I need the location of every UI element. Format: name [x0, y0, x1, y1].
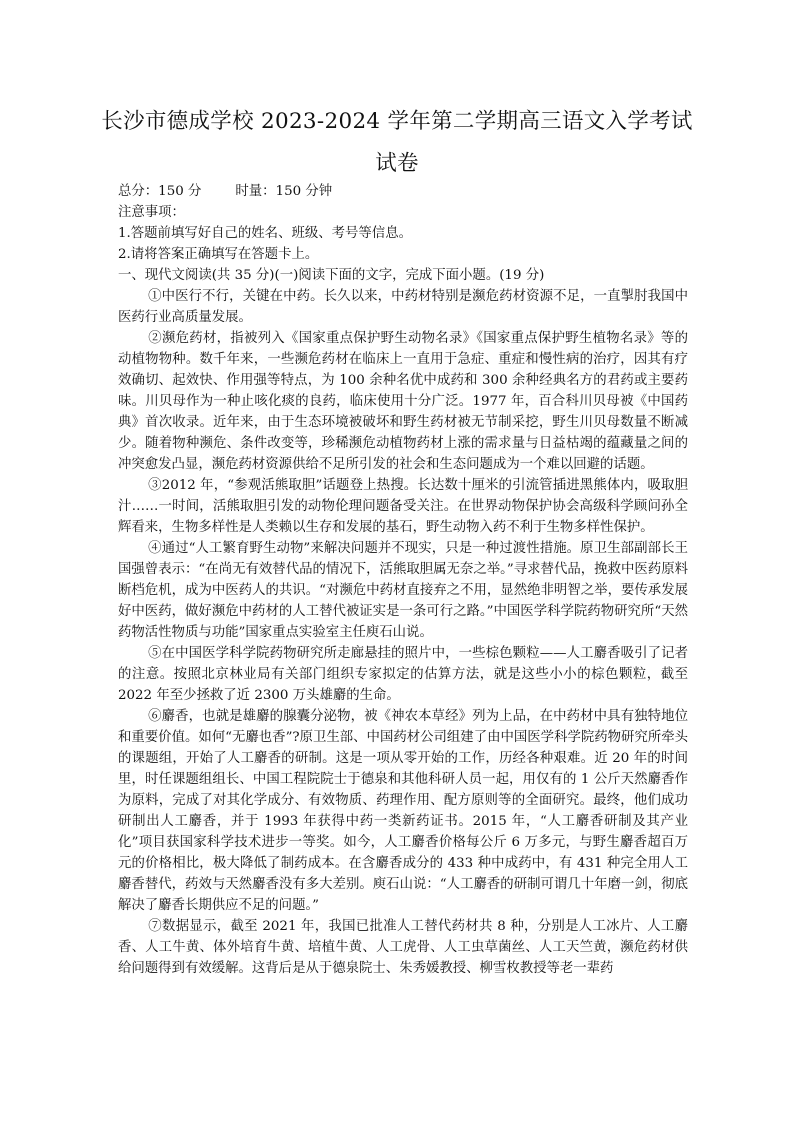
paragraph-5	[118, 643, 688, 706]
paragraph-6	[118, 706, 688, 916]
paragraph-text: ③2012 年，“参观活熊取胆”话题登上热搜。长达数十厘米的引流管插进黑熊体内，吸取胆汁……一时间，活熊取胆引发的动物伦理问题备受关注。在世界动物保护协会高级科学顾问孙全辉看来，生物多样性是人类赖以生存和发展的基石，野生动物入药不利于生物多样性保护。	[118, 478, 688, 535]
paragraph-4	[118, 538, 688, 643]
note-item: 2.请将答案正确填写在答题卡上。	[118, 247, 319, 262]
paragraph-text: ⑤在中国医学科学院药物研究所走廊悬挂的照片中，一些棕色颗粒——人工麝香吸引了记者的注意。按照北京林业局有关部门组织专家拟定的估算方法，就是这些小小的棕色颗粒，截至 2022 年至少拯救了近 2300 万头雄麝的生命。	[118, 646, 688, 703]
paragraph-text: ①中医行不行，关键在中药。长久以来，中药材特别是濒危药材资源不足，一直掣肘我国中医药行业高质量发展。	[118, 289, 688, 325]
paragraph-text: ⑥麝香，也就是雄麝的腺囊分泌物，被《神农本草经》列为上品，在中药材中具有独特地位和重要价值。如何“无麝也香”?原卫生部、中国药材公司组建了由中国医学科学院药物研究所牵头的课题组，开始了人工麝香的研制。这是一项从零开始的工作，历经各种艰难。近 20 年的时间里，时任课题组组长、中国工程院院士于德泉和其他科研人员一起，用仅有的 1 公斤天然麝香作为原料，完成了对其化学成分、有效物质、药理作用、配方原则等的全面研究。最终，他们成功研制出人工麝香，并于 1993 年获得中药一类新药证书。2015 年，“人工麝香研制及其产业化”项目获国家科学技术进步一等奖。如今，人工麝香价格每公斤 6 万多元，与野生麝香超百万元的价格相比，极大降低了制药成本。在含麝香成分的 433 种中成药中，有 431 种完全用人工麝香替代，药效与天然麝香没有多大差别。庾石山说：“人工麝香的研制可谓几十年磨一剑，彻底解决了麝香长期供应不足的问题。”	[118, 709, 688, 913]
notes-heading: 注意事项：	[118, 205, 185, 220]
paragraph-2	[118, 328, 688, 475]
paragraph-3	[118, 475, 688, 538]
paragraph-text: ⑦数据显示，截至 2021 年，我国已批准人工替代药材共 8 种，分别是人工冰片、人工麝香、人工牛黄、体外培育牛黄、培植牛黄、人工虎骨、人工虫草菌丝、人工天竺黄，濒危药材供给问题得到有效缓解。这背后是从于德泉院士、朱秀媛教授、柳雪枚教授等老一辈药	[118, 919, 688, 976]
exam-time: 时量：150 分钟	[235, 184, 333, 199]
document-title-continued: 试卷	[375, 151, 419, 176]
section-heading: 一、现代文阅读(共 35 分)(一)阅读下面的文字，完成下面小题。(19 分)	[118, 268, 545, 283]
document-body	[118, 181, 688, 979]
note-item: 1.答题前填写好自己的姓名、班级、考号等信息。	[118, 226, 412, 241]
exam-meta	[118, 181, 688, 202]
paragraph-text: ②濒危药材，指被列入《国家重点保护野生动物名录》《国家重点保护野生植物名录》等的动植物物种。数千年来，一些濒危药材在临床上一直用于急症、重症和慢性病的治疗，因其有疗效确切、起效快、作用强等特点，为 100 余种名优中成药和 300 余种经典名方的君药或主要药味。川贝母作为一种止咳化痰的良药，临床使用十分广泛。1977 年，百合科川贝母被《中国药典》首次收录。近年来，由于生态环境被破坏和野生药材被无节制采挖，野生川贝母数量不断减少。随着物种濒危、条件改变等，珍稀濒危动植物药材上涨的需求量与日益枯竭的蕴藏量之间的冲突愈发凸显，濒危药材资源供给不足所引发的社会和生态问题成为一个难以回避的话题。	[118, 331, 688, 472]
paragraph-7	[118, 916, 688, 979]
paragraph-text: ④通过“人工繁育野生动物”来解决问题并不现实，只是一种过渡性措施。原卫生部副部长王国强曾表示：“在尚无有效替代品的情况下，活熊取胆属无奈之举。”寻求替代品，挽救中医药原料断档危机，成为中医药人的共识。“对濒危中药材直接弃之不用，显然绝非明智之举，要传承发展好中医药，做好濒危中药材的人工替代被证实是一条可行之路。”中国医学科学院药物研究所“天然药物活性物质与功能”国家重点实验室主任庾石山说。	[118, 541, 688, 640]
paragraph-1	[118, 286, 688, 328]
total-score: 总分：150 分	[118, 184, 202, 199]
document-title: 长沙市德成学校 2023-2024 学年第二学期高三语文入学考试	[101, 109, 693, 134]
